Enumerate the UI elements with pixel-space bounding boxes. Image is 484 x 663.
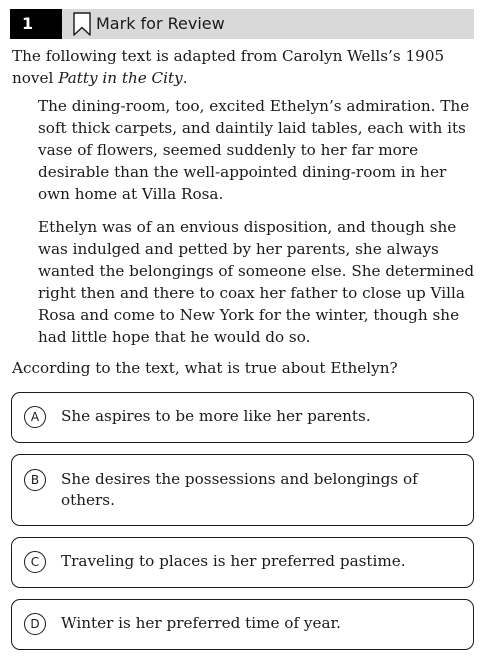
bookmark-icon[interactable] (71, 11, 93, 37)
intro-suffix: . (182, 69, 188, 87)
question-header (10, 9, 474, 39)
answer-choice-a[interactable] (11, 392, 474, 443)
choice-text: She desires the possessions and belongings of others. (61, 470, 418, 509)
choice-text: Traveling to places is her preferred pastime. (61, 552, 406, 570)
mark-for-review-label[interactable]: Mark for Review (96, 14, 225, 33)
choice-text: She aspires to be more like her parents. (61, 407, 371, 425)
choice-letter-badge: D (24, 613, 46, 635)
answer-choice-b[interactable] (11, 454, 474, 526)
passage-paragraph-2: Ethelyn was of an envious disposition, and though she was indulged and petted by her parents, she always wanted the belongings of someone else. She determined right then and there to coax her father to close up Villa Rosa and come to New York for the winter, though she had little hope that he would do so. (38, 218, 475, 346)
passage-paragraph-1: The dining-room, too, excited Ethelyn’s admiration. The soft thick carpets, and daintily laid tables, each with its vase of flowers, seemed suddenly to her far more desirable than the well-appointed dining-room in her own home at Villa Rosa. (38, 97, 470, 203)
choice-letter-badge: B (24, 469, 46, 491)
answer-choice-d[interactable] (11, 599, 474, 650)
choice-letter-badge: C (24, 551, 46, 573)
question-prompt: According to the text, what is true about Ethelyn? (12, 359, 398, 377)
intro-prefix: The following text is adapted from Carolyn Wells’s 1905 novel (12, 47, 445, 87)
choice-text: Winter is her preferred time of year. (61, 614, 341, 632)
question-number: 1 (10, 9, 62, 39)
passage-intro (12, 45, 477, 89)
choice-letter-badge: A (24, 406, 46, 428)
novel-title: Patty in the City (58, 69, 183, 87)
answer-choice-c[interactable] (11, 537, 474, 588)
